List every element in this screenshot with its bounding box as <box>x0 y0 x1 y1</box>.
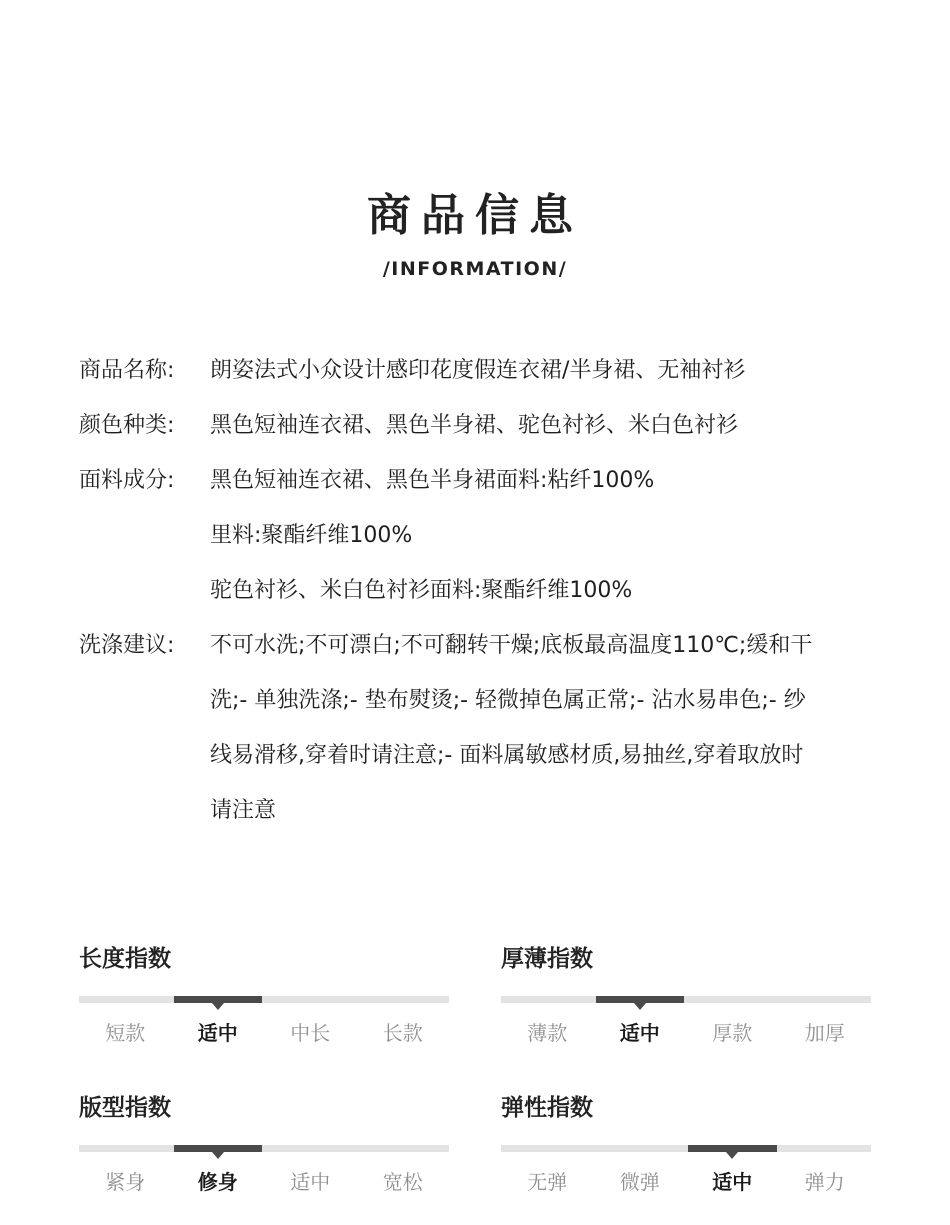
elasticity-option: 无弹 <box>527 1170 568 1194</box>
thickness-index-indicator <box>596 996 685 1003</box>
elasticity-index-track <box>501 1145 871 1152</box>
fit-option: 紧身 <box>105 1170 146 1194</box>
product-info-list <box>79 343 879 838</box>
thickness-index-track <box>501 996 871 1003</box>
thickness-option: 薄款 <box>527 1021 568 1045</box>
info-row-fabric <box>79 453 879 618</box>
fit-index-track <box>79 1145 449 1152</box>
info-row-name <box>79 343 879 398</box>
length-index-title: 长度指数 <box>79 946 171 972</box>
indicator-pointer-icon <box>212 1152 224 1159</box>
name-label: 商品名称: <box>79 358 175 383</box>
elasticity-index-title: 弹性指数 <box>501 1095 593 1121</box>
elasticity-index-options <box>501 1169 871 1195</box>
name-value-text: 朗姿法式小众设计感印花度假连衣裙/半身裙、无袖衬衫 <box>210 358 746 383</box>
length-index-indicator <box>174 996 263 1003</box>
fit-option: 修身 <box>197 1170 238 1194</box>
indicator-pointer-icon <box>634 1003 646 1010</box>
elasticity-index-indicator <box>688 1145 777 1152</box>
fabric-value <box>210 453 872 618</box>
fit-option: 适中 <box>290 1170 331 1194</box>
fit-index-title: 版型指数 <box>79 1095 171 1121</box>
elasticity-option: 适中 <box>712 1170 753 1194</box>
wash-line: 线易滑移,穿着时请注意;- 面料属敏感材质,易抽丝,穿着取放时 <box>210 743 804 768</box>
page-title: 商品信息 <box>367 190 583 241</box>
fit-index-options <box>79 1169 449 1195</box>
fabric-label: 面料成分: <box>79 468 175 493</box>
elasticity-option: 弹力 <box>804 1170 845 1194</box>
length-option: 适中 <box>197 1021 238 1045</box>
length-option: 短款 <box>105 1021 146 1045</box>
thickness-option: 厚款 <box>712 1021 753 1045</box>
length-option: 长款 <box>382 1021 423 1045</box>
thickness-option: 加厚 <box>804 1021 845 1045</box>
fabric-line: 里料:聚酯纤维100% <box>210 523 413 548</box>
wash-line: 洗;- 单独洗涤;- 垫布熨烫;- 轻微掉色属正常;- 沾水易串色;- 纱 <box>210 688 806 713</box>
page-subtitle: /INFORMATION/ <box>382 258 568 280</box>
color-value <box>210 398 872 453</box>
elasticity-option: 微弹 <box>619 1170 660 1194</box>
indicator-pointer-icon <box>212 1003 224 1010</box>
info-row-color <box>79 398 879 453</box>
length-index-options <box>79 1020 449 1046</box>
length-option: 中长 <box>290 1021 331 1045</box>
wash-line: 请注意 <box>210 798 277 823</box>
thickness-index-options <box>501 1020 871 1046</box>
info-row-wash <box>79 618 879 838</box>
thickness-index-title: 厚薄指数 <box>501 946 593 972</box>
fabric-line: 黑色短袖连衣裙、黑色半身裙面料:粘纤100% <box>210 468 655 493</box>
color-label: 颜色种类: <box>79 413 175 438</box>
fabric-line: 驼色衬衫、米白色衬衫面料:聚酯纤维100% <box>210 578 633 603</box>
indicator-pointer-icon <box>726 1152 738 1159</box>
name-value <box>210 343 872 398</box>
wash-label: 洗涤建议: <box>79 633 175 658</box>
fit-option: 宽松 <box>382 1170 423 1194</box>
thickness-option: 适中 <box>619 1021 660 1045</box>
length-index-track <box>79 996 449 1003</box>
color-value-text: 黑色短袖连衣裙、黑色半身裙、驼色衬衫、米白色衬衫 <box>210 413 739 438</box>
wash-value <box>210 618 872 838</box>
fit-index-indicator <box>174 1145 263 1152</box>
wash-line: 不可水洗;不可漂白;不可翻转干燥;底板最高温度110℃;缓和干 <box>210 633 813 658</box>
